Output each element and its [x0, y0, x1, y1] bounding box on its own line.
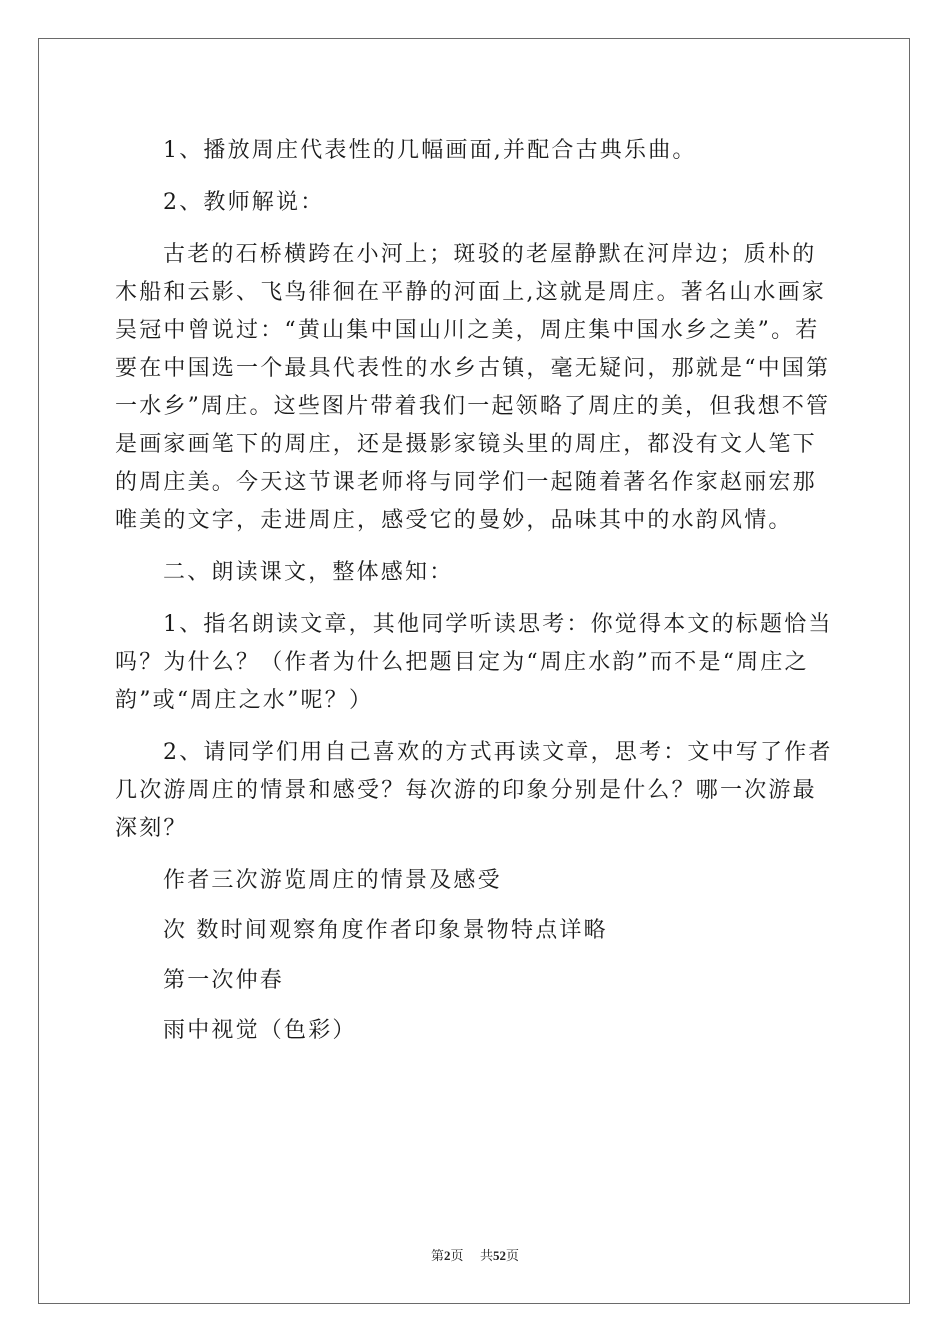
- page-footer: [0, 1245, 950, 1264]
- paragraph: 1、指名朗读文章，其他同学听读思考：你觉得本文的标题恰当吗？为什么？（作者为什么把题目定为“周庄水韵”而不是“周庄之韵”或“周庄之水”呢？）: [115, 612, 833, 713]
- paragraph: 2、教师解说：: [163, 190, 325, 215]
- paragraph: 古老的石桥横跨在小河上；斑驳的老屋静默在河岸边；质朴的木船和云影、飞鸟徘徊在平静的河面上,这就是周庄。著名山水画家吴冠中曾说过：“黄山集中国山川之美，周庄集中国水乡之美”。若要在中国选一个最具代表性的水乡古镇，毫无疑问，那就是“中国第一水乡”周庄。这些图片带着我们一起领略了周庄的美，但我想不管是画家画笔下的周庄，还是摄影家镜头里的周庄，都没有文人笔下的周庄美。今天这节课老师将与同学们一起随着著名作家赵丽宏那唯美的文字，走进周庄，感受它的曼妙，品味其中的水韵风情。: [115, 242, 831, 533]
- current-page-number: 2: [443, 1248, 451, 1263]
- document-body: [115, 132, 835, 1062]
- paragraph: 作者三次游览周庄的情景及感受: [163, 868, 502, 893]
- paragraph: 1、播放周庄代表性的几幅画面,并配合古典乐曲。: [163, 138, 697, 163]
- footer-prefix: 第: [430, 1249, 444, 1264]
- paragraph: 2、请同学们用自己喜欢的方式再读文章，思考：文中写了作者几次游周庄的情景和感受？每次游的印象分别是什么？哪一次游最深刻？: [115, 740, 833, 841]
- paragraph: 次 数时间观察角度作者印象景物特点详略: [163, 918, 608, 943]
- total-page-number: 52: [493, 1248, 507, 1263]
- paragraph: 雨中视觉（色彩）: [163, 1018, 357, 1043]
- paragraph: 第一次仲春: [163, 968, 285, 993]
- paragraph: 二、朗读课文，整体感知：: [163, 560, 454, 585]
- footer-mid: 页 共: [450, 1249, 494, 1264]
- footer-suffix: 页: [506, 1249, 520, 1264]
